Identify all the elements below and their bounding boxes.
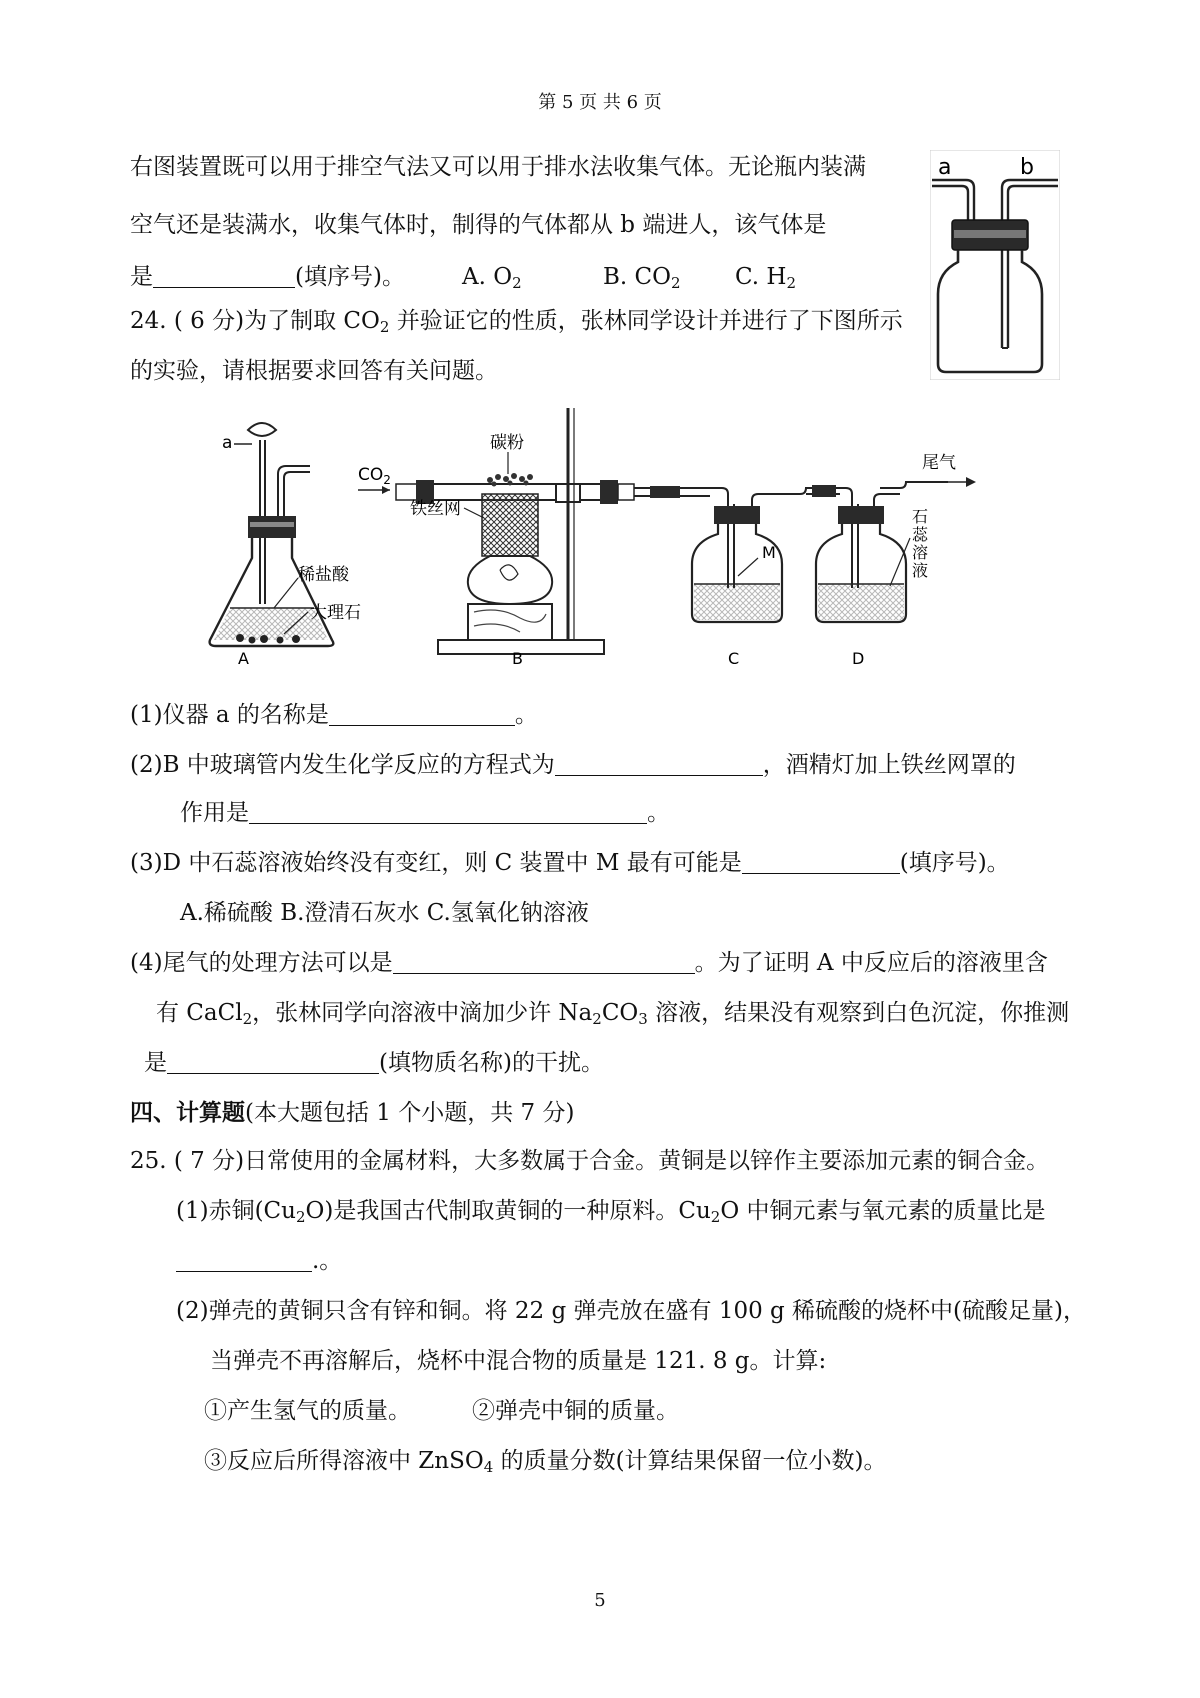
q24-part2-line2: 作用是 。 xyxy=(180,800,670,826)
svg-text:A: A xyxy=(238,649,249,668)
q23-option-b: B. $CO_2$ xyxy=(603,264,681,292)
q25-intro: 25. ( 7 分)日常使用的金属材料，大多数属于合金。黄铜是以锌作主要添加元素的铜合金。 xyxy=(130,1148,1050,1174)
svg-text:石: 石 xyxy=(912,507,929,526)
q23-line3-prefix: 是 xyxy=(130,264,153,290)
q24-part4-line1: (4)尾气的处理方法可以是 。为了证明 A 中反应后的溶液里含 xyxy=(130,950,1048,976)
gas-collection-bottle-figure xyxy=(930,150,1060,380)
q24-part2-equation-blank[interactable] xyxy=(555,753,763,776)
q25-part1-blank[interactable] xyxy=(176,1249,312,1272)
q24-part2-purpose-blank[interactable] xyxy=(249,801,647,824)
q24-part4-line3: 是 (填物质名称)的干扰。 xyxy=(144,1050,604,1076)
svg-text:D: D xyxy=(852,649,865,668)
q25-part1-line2: .。 xyxy=(176,1246,342,1276)
apparatus-b xyxy=(358,408,634,668)
figure-label-a: a xyxy=(938,155,952,180)
svg-text:B: B xyxy=(512,649,523,668)
q25-part2-line2: 当弹壳不再溶解后，烧杯中混合物的质量是 121. 8 g。计算: xyxy=(210,1348,827,1374)
svg-text:M: M xyxy=(762,543,776,562)
q23-answer-blank[interactable] xyxy=(153,265,295,288)
q24-part4-line2: 有 CaCl$_2$，张林同学向溶液中滴加少许 $Na_2CO_3$ 溶液，结果没有观察到白色沉淀，你推测 xyxy=(156,1000,1070,1028)
svg-text:液: 液 xyxy=(912,561,929,580)
co2-apparatus-figure xyxy=(200,408,1030,670)
q24-intro-line2: 的实验，请根据要求回答有关问题。 xyxy=(130,358,498,384)
q24-part3-blank[interactable] xyxy=(742,851,900,874)
svg-text:大理石: 大理石 xyxy=(310,603,361,623)
svg-text:稀盐酸: 稀盐酸 xyxy=(298,565,349,585)
q24-part3-options: A.稀硫酸 B.澄清石灰水 C.氢氧化钠溶液 xyxy=(180,900,589,926)
q23-line2: 空气还是装满水，收集气体时，制得的气体都从 b 端进人，该气体是 xyxy=(130,212,827,238)
svg-text:尾气: 尾气 xyxy=(922,453,956,473)
page-header: 第 5 页 共 6 页 xyxy=(538,92,662,113)
q23-line3-suffix: (填序号)。 xyxy=(295,264,405,290)
q24-intro-line1: 24. ( 6 分)为了制取 $CO_2$ 并验证它的性质，张林同学设计并进行了下图所示 xyxy=(130,308,903,336)
page-number: 5 xyxy=(594,1590,606,1611)
svg-text:碳粉: 碳粉 xyxy=(490,433,524,453)
co2-inlet-label: $CO_2$ xyxy=(358,465,391,487)
q23-option-c: C. $H_2$ xyxy=(735,264,797,292)
q24-part4-substance-blank[interactable] xyxy=(167,1051,379,1074)
svg-text:溶: 溶 xyxy=(912,543,929,562)
apparatus-a xyxy=(210,423,361,668)
q25-part1-line1: (1)赤铜$(Cu_2O)$是我国古代制取黄铜的一种原料。$Cu_2O$ 中铜元素与氧元素的质量比是 xyxy=(176,1198,1046,1226)
q25-item3: ③反应后所得溶液中 ZnSO$_4$ 的质量分数(计算结果保留一位小数)。 xyxy=(204,1448,887,1476)
svg-text:a: a xyxy=(222,433,233,453)
q24-part2-line1: (2)B 中玻璃管内发生化学反应的方程式为 ，酒精灯加上铁丝网罩的 xyxy=(130,752,1016,778)
q23-line1: 右图装置既可以用于排空气法又可以用于排水法收集气体。无论瓶内装满 xyxy=(130,154,866,180)
q25-item1: ①产生氢气的质量。 xyxy=(204,1398,411,1424)
section4-heading: 四、计算题(本大题包括 1 个小题，共 7 分) xyxy=(130,1099,575,1126)
apparatus-c xyxy=(692,488,822,668)
svg-text:铁丝网: 铁丝网 xyxy=(410,499,461,519)
q23-line3 xyxy=(130,262,405,292)
q24-part3: (3)D 中石蕊溶液始终没有变红，则 C 装置中 M 最有可能是 (填序号)。 xyxy=(130,850,1010,876)
q24-part1: (1)仪器 a 的名称是 。 xyxy=(130,702,538,728)
q24-part4-method-blank[interactable] xyxy=(393,951,695,974)
q24-part1-blank[interactable] xyxy=(329,703,515,726)
q25-part2-line1: (2)弹壳的黄铜只含有锌和铜。将 22 g 弹壳放在盛有 100 g 稀硫酸的烧杯中(硫酸足量)， xyxy=(176,1298,1087,1324)
apparatus-d xyxy=(816,488,929,668)
svg-text:C: C xyxy=(728,649,740,668)
figure-label-b: b xyxy=(1020,155,1034,180)
q23-option-a: A. $O_2$ xyxy=(462,264,522,292)
q25-item2: ②弹壳中铜的质量。 xyxy=(472,1398,679,1424)
svg-text:蕊: 蕊 xyxy=(912,525,929,544)
